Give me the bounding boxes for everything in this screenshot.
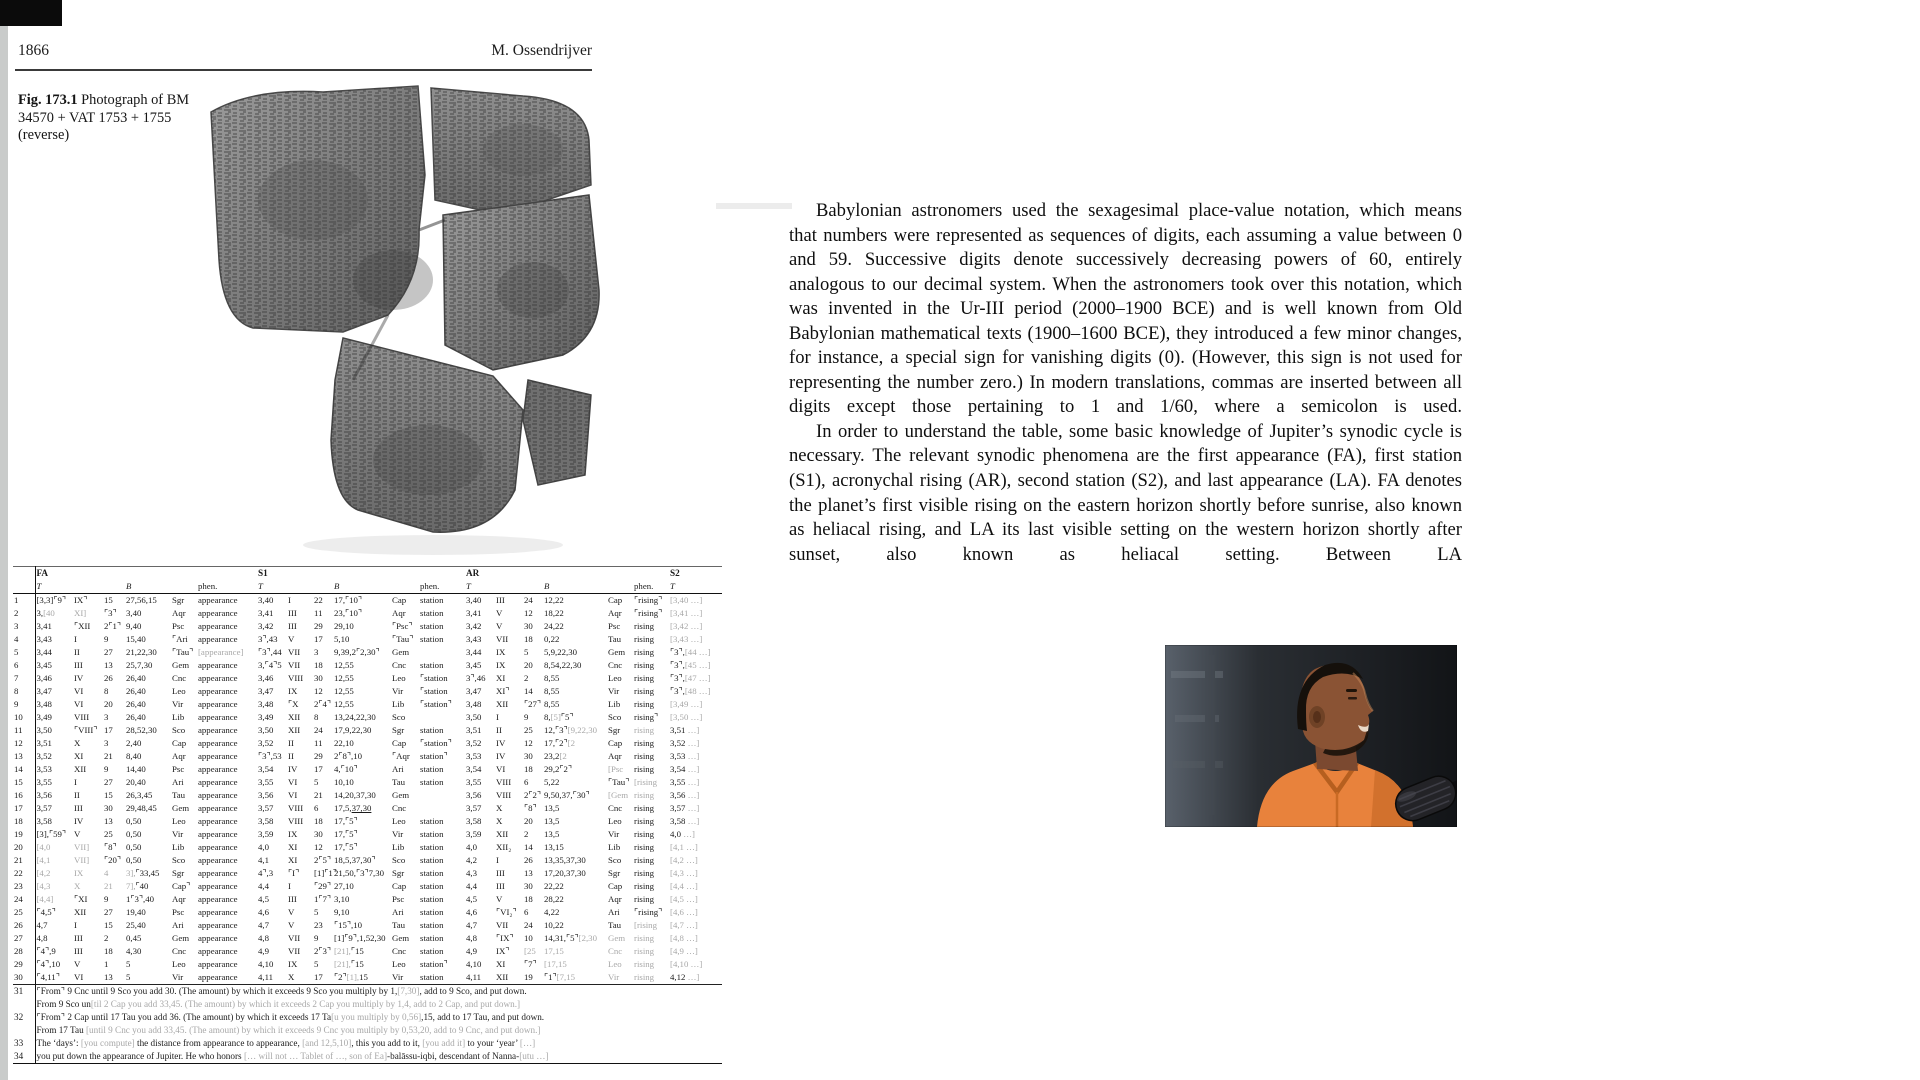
table-row: 16 3,56 II 15 26,3,45 Tau appearance 3,56 VI 21 14,20,37,30 Gem 3,56 VIII 2⌜2⌝ 9,50,37,⌜30⌝ [Gem rising 3,56 …] (14, 790, 700, 801)
page-header (18, 42, 592, 60)
table-row: 18 3,58 IV 13 0,50 Leo appearance 3,58 VIII 18 17,⌜5⌝ Leo station 3,58 X 20 13,5 Leo rising 3,58 …] (14, 816, 700, 827)
table-row: 1 [3,3]⌜9⌝ IX⌝ 15 27,56,15 Sgr appearance 3,40 I 22 17,⌜10⌝ Cap station 3,40 III 24 12,22 Cap ⌜rising⌝ [3,40 …] (14, 595, 703, 606)
running-head-author: M. Ossendrijver (491, 42, 592, 59)
table-row: 25 ⌜4,5⌝ XII 27 19,40 Psc appearance 4,6 V 5 9,10 Ari station 4,6 ⌜VI₂⌝ 6 4,22 Ari ⌜rising⌝ [4,6 …] (14, 907, 698, 918)
table-row: 14 3,53 XII 9 14,40 Psc appearance 3,54 IV 17 4,⌜10⌝ Ari station 3,54 VI 18 29,2⌜2⌝ [Psc rising 3,54 …] (14, 764, 700, 775)
group-FA: FA (36, 568, 49, 579)
column-edge-mark (716, 203, 792, 209)
synodic-table (13, 566, 722, 1064)
table-row: 28 ⌜4⌝,9 III 18 4,30 Cnc appearance 4,9 VII 2⌜3⌝ [21],⌜15 Cnc station 4,9 IX⌝ [25 17,15 Cnc rising [4,9 …] (14, 946, 698, 957)
eyebrow (1346, 689, 1357, 692)
table-footnote-row: 31 ⌜From⌝ 9 Cnc until 9 Sco you add 30. (The amount) by which it exceeds 9 Sco you multiply by 1,[7,30], add to 9 Sco, and put down. (13, 985, 722, 999)
table-row: 22 [4,2 IX 4 3],⌜33,45 Sgr appearance 4⌝,3 ⌜I⌝ [1]⌜1⌝ 21,50,⌜3⌝7,30 Sgr station 4,3 III 13 17,20,37,30 Sgr rising [4,3 …] (14, 868, 698, 879)
figure-caption-label: Fig. 173.1 (18, 92, 78, 108)
tablet-shadow (303, 535, 563, 555)
speaker-photo (1165, 645, 1457, 827)
table-row: 23 [4,3 X 21 7],⌜40 Cap⌝ appearance 4,4 I ⌜29⌝ 27,10 Cap station 4,4 III 30 22,22 Cap rising [4,4 …] (14, 881, 698, 892)
table-row: 8 3,47 VI 8 26,40 Leo appearance 3,47 IX 12 12,55 Vir ⌜station 3,47 XI⌝ 14 8,55 Vir rising ⌜3⌝,[48 …] (14, 686, 711, 697)
table-group-header (13, 567, 722, 581)
table-row: 7 3,46 IV 26 26,40 Cnc appearance 3,46 VIII 30 12,55 Leo ⌜station 3⌝,46 XI 2 8,55 Leo rising ⌜3⌝,[47 …] (14, 673, 711, 684)
table-footnote-row: 32 ⌜From⌝ 2 Cap until 17 Tau you add 36. (The amount) by which it exceeds 17 Ta[u you multiply by 0,56],15, add to 17 Tau, and put down. (14, 1012, 545, 1023)
table-row: 5 3,44 II 27 21,22,30 ⌜Tau⌝ [appearance] ⌜3⌝,44 VII 3 9,39,2⌜2,30⌝ Gem 3,44 IX 5 5,9,22,30 Gem rising ⌜3⌝,[44 …] (14, 647, 711, 658)
paragraph-synodic-cycle: In order to understand the table, some basic knowledge of Jupiter’s synodic cycle is necessary. The relevant synodic phenomena are the first appearance (FA), first station (S1), acronychal rising (AR), second station (S2), and last appearance (LA). FA denotes the planet’s first visible rising on the eastern horizon shortly before sunrise, also known as heliacal rising, and LA its last visible setting on the western horizon shortly after sunset, also known as heliacal setting. Between LA (789, 420, 1462, 565)
table-row: 4 3,43 I 9 15,40 ⌜Ari appearance 3⌝,43 V 17 5,10 ⌜Tau⌝ station 3,43 VII 18 0,22 Tau rising [3,43 …] (14, 634, 703, 645)
left-edge-strip (0, 0, 8, 1080)
table-row: 2 3,[40 XI] ⌜3⌝ 3,40 Aqr appearance 3,41 III 11 23,⌜10⌝ Aqr station 3,41 V 12 18,22 Aqr ⌜rising⌝ [3,41 …] (14, 608, 703, 619)
synodic-table-container (13, 566, 725, 1064)
table-row: 3 3,41 ⌜XII 2⌜1⌝ 9,40 Psc appearance 3,42 III 29 29,10 ⌜Psc⌝ station 3,42 V 30 24,22 Psc rising [3,42 …] (14, 621, 703, 632)
body-text-column (789, 199, 1462, 567)
table-row: 19 [3],⌜59⌝ V 25 0,50 Vir appearance 3,59 IX 30 17,⌜5⌝ Vir station 3,59 XII 2 13,5 Vir rising 4,0 …] (14, 829, 695, 840)
table-row: 10 3,49 VIII 3 26,40 Lib appearance 3,49 XII 8 13,24,22,30 Sco 3,50 I 9 8,[5]⌜5⌝ Sco rising⌝ [3,50 …] (14, 712, 703, 723)
page-number: 1866 (18, 42, 49, 59)
speaker-webcam-overlay (1165, 645, 1457, 827)
table-row: 24 [4,4] ⌜XI 9 1⌜3⌝,40 Aqr appearance 4,5 III 1⌜7⌝ 3,10 Psc station 4,5 V 18 28,22 Aqr rising [4,5 …] (14, 894, 698, 905)
table-footnote-row: From 9 Sco un[til 2 Cap you add 33,45. (The amount) by which it exceeds 2 Cap you multiply by 1,4, add to 2 Cap, and put down.] (13, 998, 722, 1011)
table-row: 9 3,48 VI 20 26,40 Vir appearance 3,48 ⌜X 2⌜4⌝ 12,55 Lib ⌜station⌝ 3,48 XII ⌜27⌝ 8,55 Lib rising [3,49 …] (14, 699, 703, 710)
paragraph-sexagesimal: Babylonian astronomers used the sexagesimal place-value notation, which means that numbers were represented as sequences of digits, each assuming a value between 0 and 59. Successive digits denote successively decreasing powers of 60, entirely analogous to our decimal system. When the astronomers took over this notation, which was invented in the Ur-III period (2000–1900 BCE) and is well known from Old Babylonian mathematical texts (1900–1600 BCE), they introduced a few minor changes, for instance, a special sign for vanishing digits (0). (However, this sign is not used for representing the number zero.) In modern translations, commas are inserted between all digits except those pertaining to 1 and 1/60, where a semicolon is used. (789, 200, 1462, 418)
table-row: 29 ⌜4⌝,10 V 1 5 Leo appearance 4,10 IX 5 [21],⌜15 Leo station⌝ 4,10 XI ⌜7⌝ [17,15 Leo rising [4,10 …] (14, 959, 703, 970)
table-row: 21 [4,1 VII] ⌜20⌝ 0,50 Sco appearance 4,1 XI 2⌜5⌝ 18,5,37,30⌝ Sco station 4,2 I 26 13,35,37,30 Sco rising [4,2 …] (14, 855, 698, 866)
frame-corner-block (0, 0, 62, 26)
table-row: 26 4,7 I 15 25,40 Ari appearance 4,7 V 23 ⌜15⌝,10 Tau station 4,7 VII 24 10,22 Tau [rising [4,7 …] (14, 920, 698, 931)
table-subheader: T B phen. T B phen. T B phen. T (13, 580, 722, 594)
group-AR: AR (466, 568, 480, 579)
figure-caption-text: Photograph of BM 34570 + VAT 1753 + 1755 (reverse) (18, 92, 190, 144)
table-row: 12 3,51 X 3 2,40 Cap appearance 3,52 II 11 22,10 Cap ⌜station⌝ 3,52 IV 12 17,⌜2⌝[2 Cap rising 3,52 …] (14, 738, 700, 749)
table-row: 27 4,8 III 2 0,45 Gem appearance 4,8 VII 9 [1]⌜9⌝,1,52,30 Gem station 4,8 ⌜IX⌝ 10 14,31,⌜5⌝[2,30 Gem rising [4,8 …] (14, 933, 698, 944)
table-row: 30 ⌜4,11⌝ VI 13 5 Vir appearance 4,11 X 17 ⌜2⌝[1],15 Vir station 4,11 XII 19 ⌜1⌝[7,15 Vir rising 4,12 …] (13, 971, 722, 985)
tablet-photo (193, 80, 603, 568)
table-footnote-row: From 17 Tau [until 9 Cnc you add 33,45. (The amount) by which it exceeds 9 Cnc you multiply by 0,53,20, add to 9 Cnc, and put down.] (13, 1024, 722, 1037)
group-S2: S2 (670, 568, 680, 579)
table-footnote-row: 34 you put down the appearance of Jupiter. He who honors [… will not … Tablet of …, son of Ea]-balāssu-iqbi, descendant of Nanna-[utu …] (13, 1050, 722, 1064)
table-row: 6 3,45 III 13 25,7,30 Gem appearance 3,⌜4⌝5 VII 18 12,55 Cnc station 3,45 IX 20 8,54,22,30 Cnc rising ⌜3⌝,[45 …] (14, 660, 711, 671)
table-footnote-row: 33 The ‘days’: [you compute] the distance from appearance to appearance, [and 12,5,10], this you add to it, [you add it] to your ‘year’ […] (14, 1038, 536, 1049)
table-row: 11 3,50 ⌜VIII⌝ 17 28,52,30 Sco appearance 3,50 XII 24 17,9,22,30 Sgr station 3,51 II 25 12,⌜3⌝[9,22,30 Sgr rising 3,51 …] (14, 725, 700, 736)
table-row: 17 3,57 III 30 29,48,45 Gem appearance 3,57 VIII 6 17,5,37,30 Cnc 3,57 X ⌜8⌝ 13,5 Cnc rising 3,57 …] (14, 803, 700, 814)
table-row: 13 3,52 XI 21 8,40 Aqr appearance ⌜3⌝,53 II 29 2⌜8⌝,10 ⌜Aqr station⌝ 3,53 IV 30 23,2[2 Aqr rising 3,53 …] (14, 751, 700, 762)
eye (1348, 697, 1357, 700)
group-S1: S1 (258, 568, 268, 579)
figure-caption (18, 92, 194, 145)
tablet-fragments (211, 86, 599, 532)
table-row: 15 3,55 I 27 20,40 Ari appearance 3,55 VI 5 10,10 Tau station 3,55 VIII 6 5,22 ⌜Tau⌝ [rising 3,55 …] (14, 777, 700, 788)
header-rule (15, 69, 592, 71)
table-row: 20 [4,0 VII] ⌜8⌝ 0,50 Lib appearance 4,0 XI 12 17,⌜5⌝ Lib station 4,0 XII₂ 14 13,15 Lib rising [4,1 …] (14, 842, 698, 853)
